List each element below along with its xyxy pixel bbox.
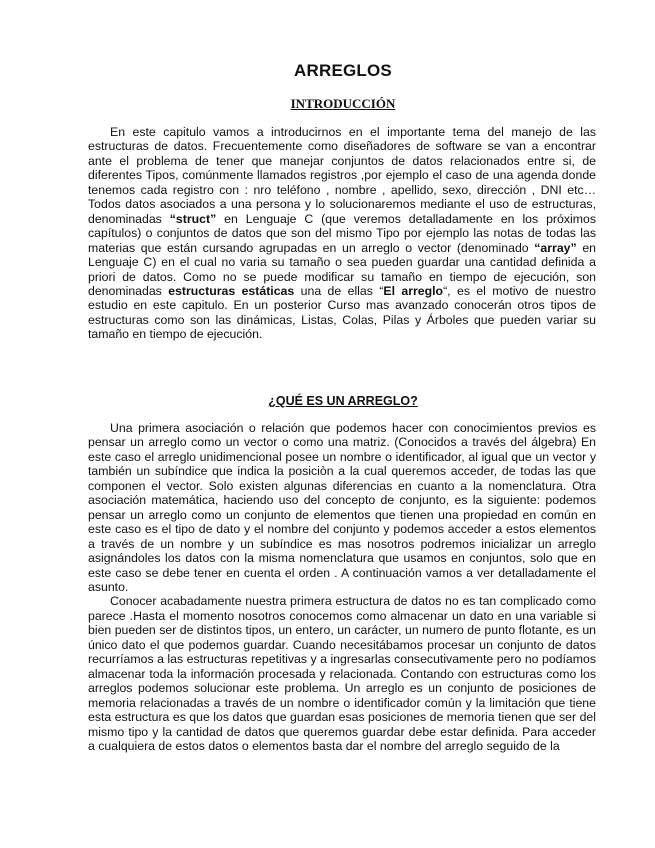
que-es-paragraph-2: Conocer acabadamente nuestra primera estructura de datos no es tan complicado como parece .Hasta el momento nosotros conocemos como almacenar un dato en una variable si bien pueden ser de distintos tipos, un entero, un carácter, un numero de punto flotante, es un único dato el que podemos guardar. Cuando necesitábamos procesar un conjunto de datos recurríamos a las estructuras repetitivas y a ingresarlas consecutivamente pero no podíamos almacenar toda la información procesada y relacionada. Contando con estructuras como los arreglos podemos solucionar este problema. Un arreglo es un conjunto de posiciones de memoria relacionadas a través de un nombre o identificador común y la limitación que tiene esta estructura es que los datos que guardan esas posiciones de memoria tienen que ser del mismo tipo y la cantidad de datos que queremos guardar debe estar definida. Para acceder a cualquiera de estos datos o elementos basta dar el nombre del arreglo seguido de la: [88, 594, 596, 753]
paragraph-text: en Lenguaje C (que veremos detalladamente en los próximos capítulos) o conjuntos de datos que son del mismo Tipo por ejemplo las notas de todas las materias que están cursando agrupadas en un arreglo o vector (denominado: [88, 211, 596, 255]
paragraph-text: en Lenguaje C) en el cual no varia su tamaño o sea pueden guardar una cantidad definida a priori de datos. Como no se puede modificar su tamaño en tiempo de ejecución, son denominadas: [88, 240, 596, 298]
que-es-section: [88, 421, 596, 753]
bold-term-struct: “struct”: [169, 211, 217, 226]
que-es-un-arreglo-heading: ¿QUÉ ES UN ARREGLO?: [268, 394, 418, 408]
paragraph-text: “, es el motivo de nuestro estudio en este capitulo. En un posterior Curso mas avanzado conocerán otros tipos de estructuras como son las dinámicas, Listas, Colas, Pilas y Árboles que pueden variar su tamaño en tiempo de ejecución.: [88, 283, 596, 342]
bold-term-el-arreglo: El arreglo: [383, 283, 444, 298]
introduccion-heading: INTRODUCCIÓN: [290, 96, 396, 111]
bold-term-estructuras-estaticas: estructuras estáticas: [168, 283, 295, 298]
paragraph-text: una de ellas “: [294, 283, 384, 298]
paragraph-text: En este capitulo vamos a introducirnos en el importante tema del manejo de las estructuras de datos. Frecuentemente como diseñadores de software se van a encontrar ante el problema de tener que manejar conjuntos de datos relacionados entre si, de diferentes Tipos, comúnmente llamados registros ,por ejemplo el caso de una agenda donde tenemos cada registro con : nro teléfono , nombre , apellido, sexo, dirección , DNI etc…Todos datos asociados a una persona y lo solucionaremos mediante el uso de estructuras, denominadas: [88, 125, 596, 226]
document-title: ARREGLOS: [294, 61, 392, 80]
introduccion-section: [88, 125, 596, 342]
bold-term-array: “array”: [534, 240, 577, 255]
que-es-paragraph-1: Una primera asociación o relación que podemos hacer con conocimientos previos es pensar un arreglo como un vector o como una matriz. (Conocidos a través del álgebra) En este caso el arreglo unidimencional posee un nombre o identificador, al igual que un vector y también un subíndice que indica la posiciòn a la cual queremos acceder, de todas las que componen el vector. Solo existen algunas diferencias en cuanto a la nomenclatura. Otra asociación matemática, haciendo uso del concepto de conjunto, es la siguiente: podemos pensar un arreglo como un conjunto de elementos que tienen una propiedad en común en este caso es el tipo de dato y el nombre del conjunto y podemos acceder a estos elementos a través de un nombre y un subíndice es mas nosotros podremos inicializar un arreglo asignándoles los datos con la misma nomenclatura que usamos en conjuntos, solo que en este caso se debe tener en cuenta el orden . A continuación vamos a ver detalladamente el asunto.: [88, 421, 596, 594]
introduccion-paragraph: [88, 125, 596, 342]
